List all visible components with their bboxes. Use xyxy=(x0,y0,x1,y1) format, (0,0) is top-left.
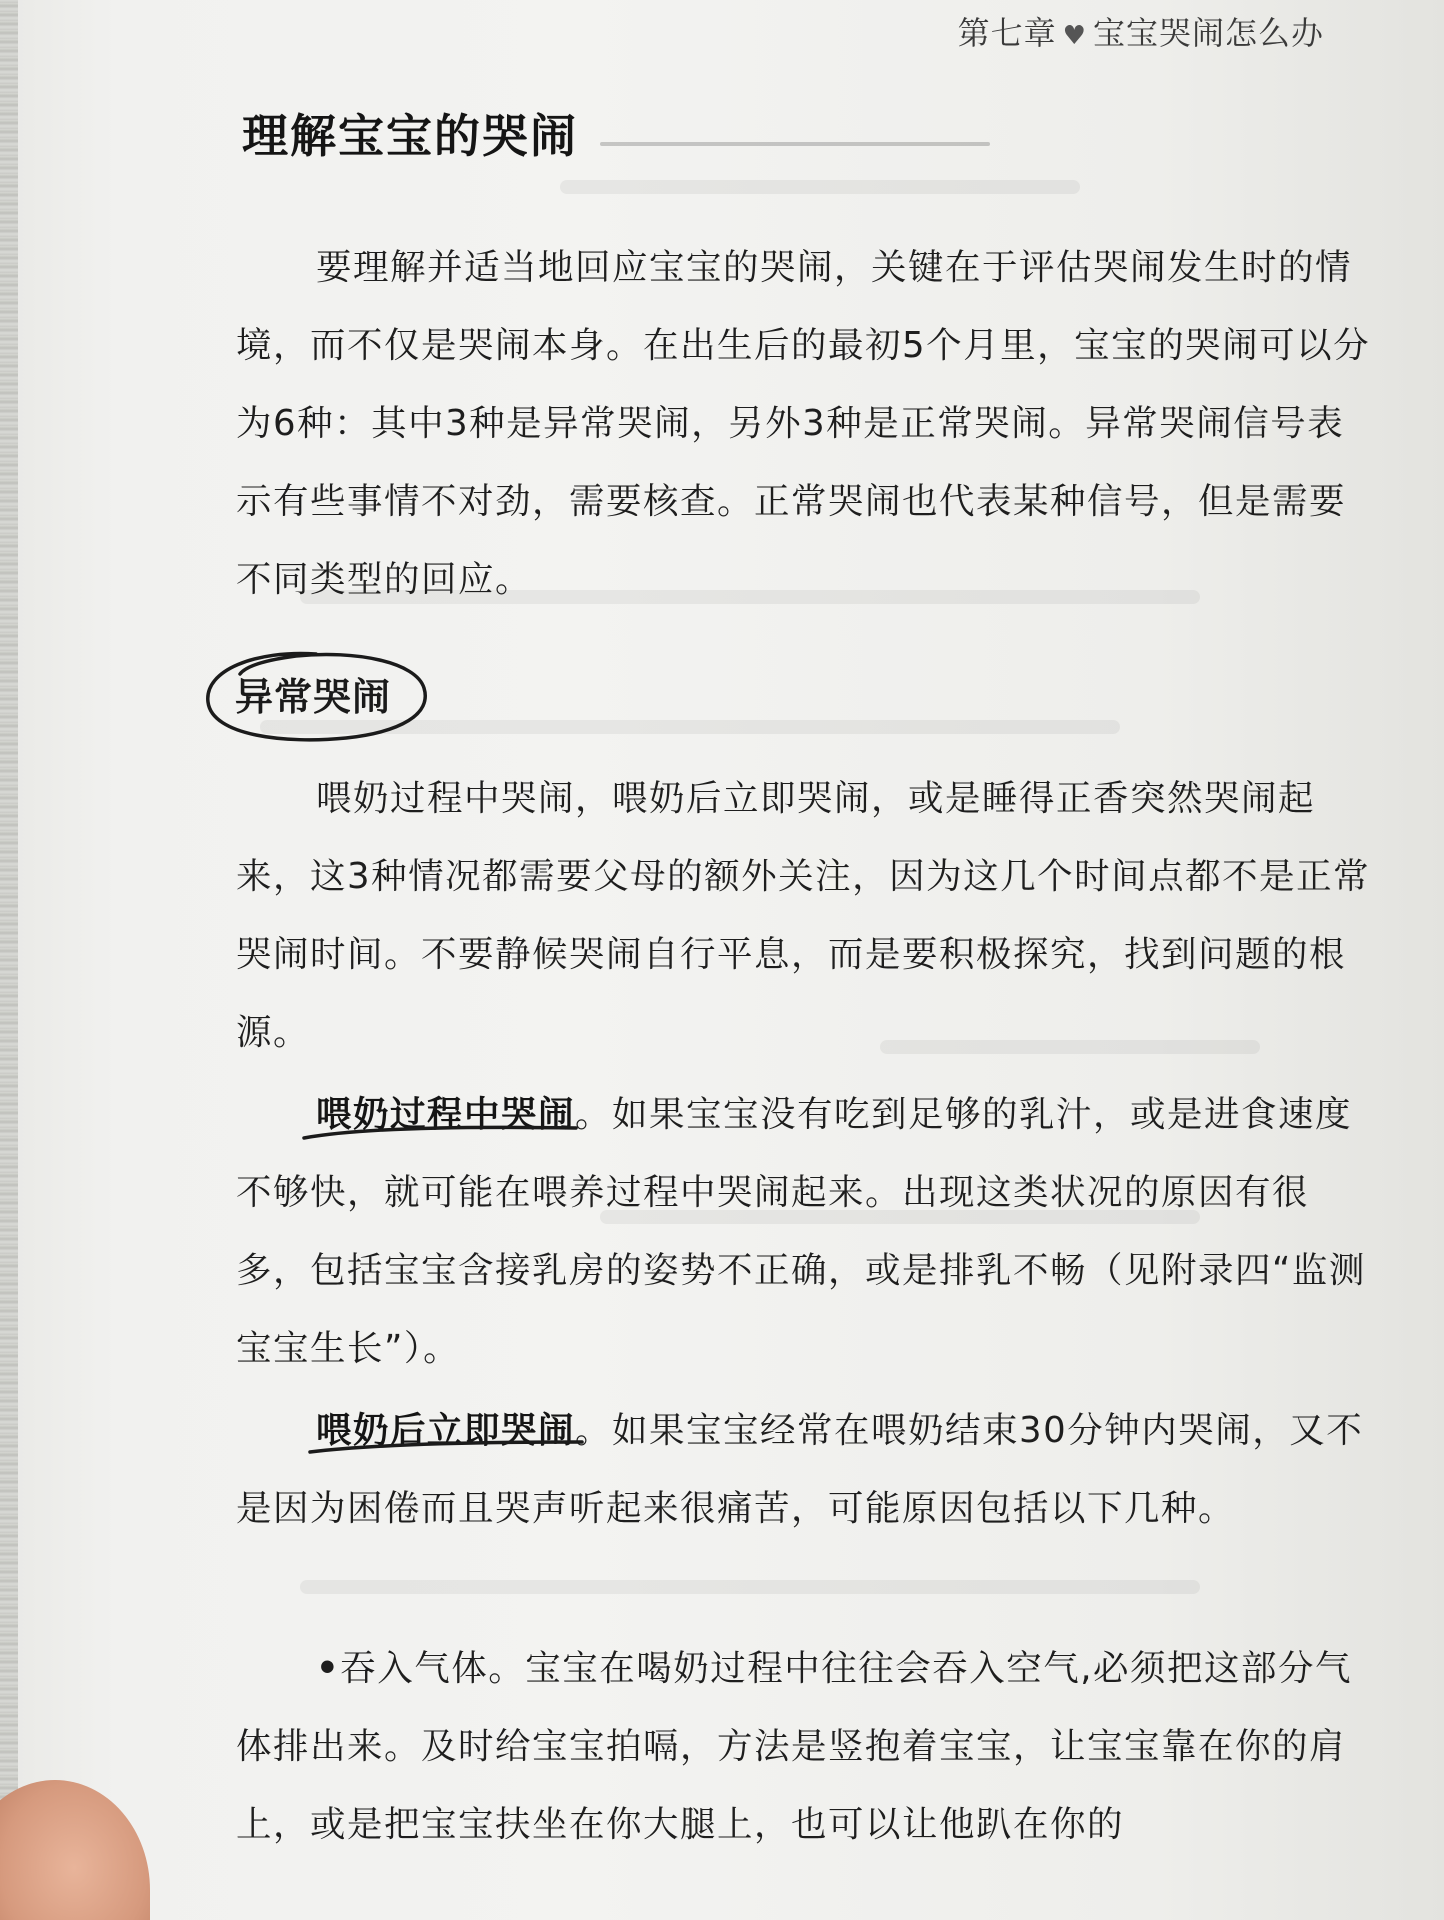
abnormal-paragraph: 喂奶过程中哭闹，喂奶后立即哭闹，或是睡得正香突然哭闹起来，这3种情况都需要父母的额外关注，因为这几个时间点都不是正常哭闹时间。不要静候哭闹自行平息，而是要积极探究，找到问题的根源。 xyxy=(236,778,1371,1053)
after-feeding-body: 。如果宝宝经常在喂奶结束30分钟内哭闹，又不是因为困倦而且哭声听起来很痛苦，可能原因包括以下几种。 xyxy=(236,1410,1364,1529)
pen-underline xyxy=(306,1438,586,1460)
pen-underline xyxy=(300,1122,580,1144)
after-feeding-paragraph xyxy=(236,1392,1376,1548)
subheading-abnormal-crying: 异常哭闹 xyxy=(235,675,392,719)
bullet-marker: • xyxy=(316,1648,341,1689)
running-header xyxy=(958,8,1324,54)
bleed-through xyxy=(300,1580,1200,1594)
paper-edge xyxy=(0,0,18,1920)
bullet-text: 吞入气体。宝宝在喝奶过程中往往会吞入空气,必须把这部分气体排出来。及时给宝宝拍嗝，方法是竖抱着宝宝，让宝宝靠在你的肩上，或是把宝宝扶坐在你大腿上，也可以让他趴在你的 xyxy=(236,1648,1352,1845)
after-feeding-lead: 喂奶后立即哭闹 xyxy=(316,1410,576,1451)
thumb xyxy=(0,1780,150,1920)
chapter-number: 第七章 xyxy=(957,14,1057,52)
section-title: 理解宝宝的哭闹 xyxy=(242,109,578,163)
bleed-through xyxy=(560,180,1080,194)
heart-icon: ♥ xyxy=(1062,21,1087,51)
during-feeding-lead: 喂奶过程中哭闹 xyxy=(316,1094,576,1135)
intro-paragraph: 要理解并适当地回应宝宝的哭闹，关键在于评估哭闹发生时的情境，而不仅是哭闹本身。在出生后的最初5个月里，宝宝的哭闹可以分为6种：其中3种是异常哭闹，另外3种是正常哭闹。异常哭闹信号表示有些事情不对劲，需要核查。正常哭闹也代表某种信号，但是需要不同类型的回应。 xyxy=(236,247,1371,600)
pencil-mark xyxy=(600,142,990,146)
bullet-item xyxy=(236,1630,1376,1864)
chapter-title: 宝宝哭闹怎么办 xyxy=(1092,14,1324,52)
during-feeding-body: 。如果宝宝没有吃到足够的乳汁，或是进食速度不够快，就可能在喂养过程中哭闹起来。出现这类状况的原因有很多，包括宝宝含接乳房的姿势不正确，或是排乳不畅（见附录四“监测宝宝生长”）。 xyxy=(236,1094,1366,1369)
